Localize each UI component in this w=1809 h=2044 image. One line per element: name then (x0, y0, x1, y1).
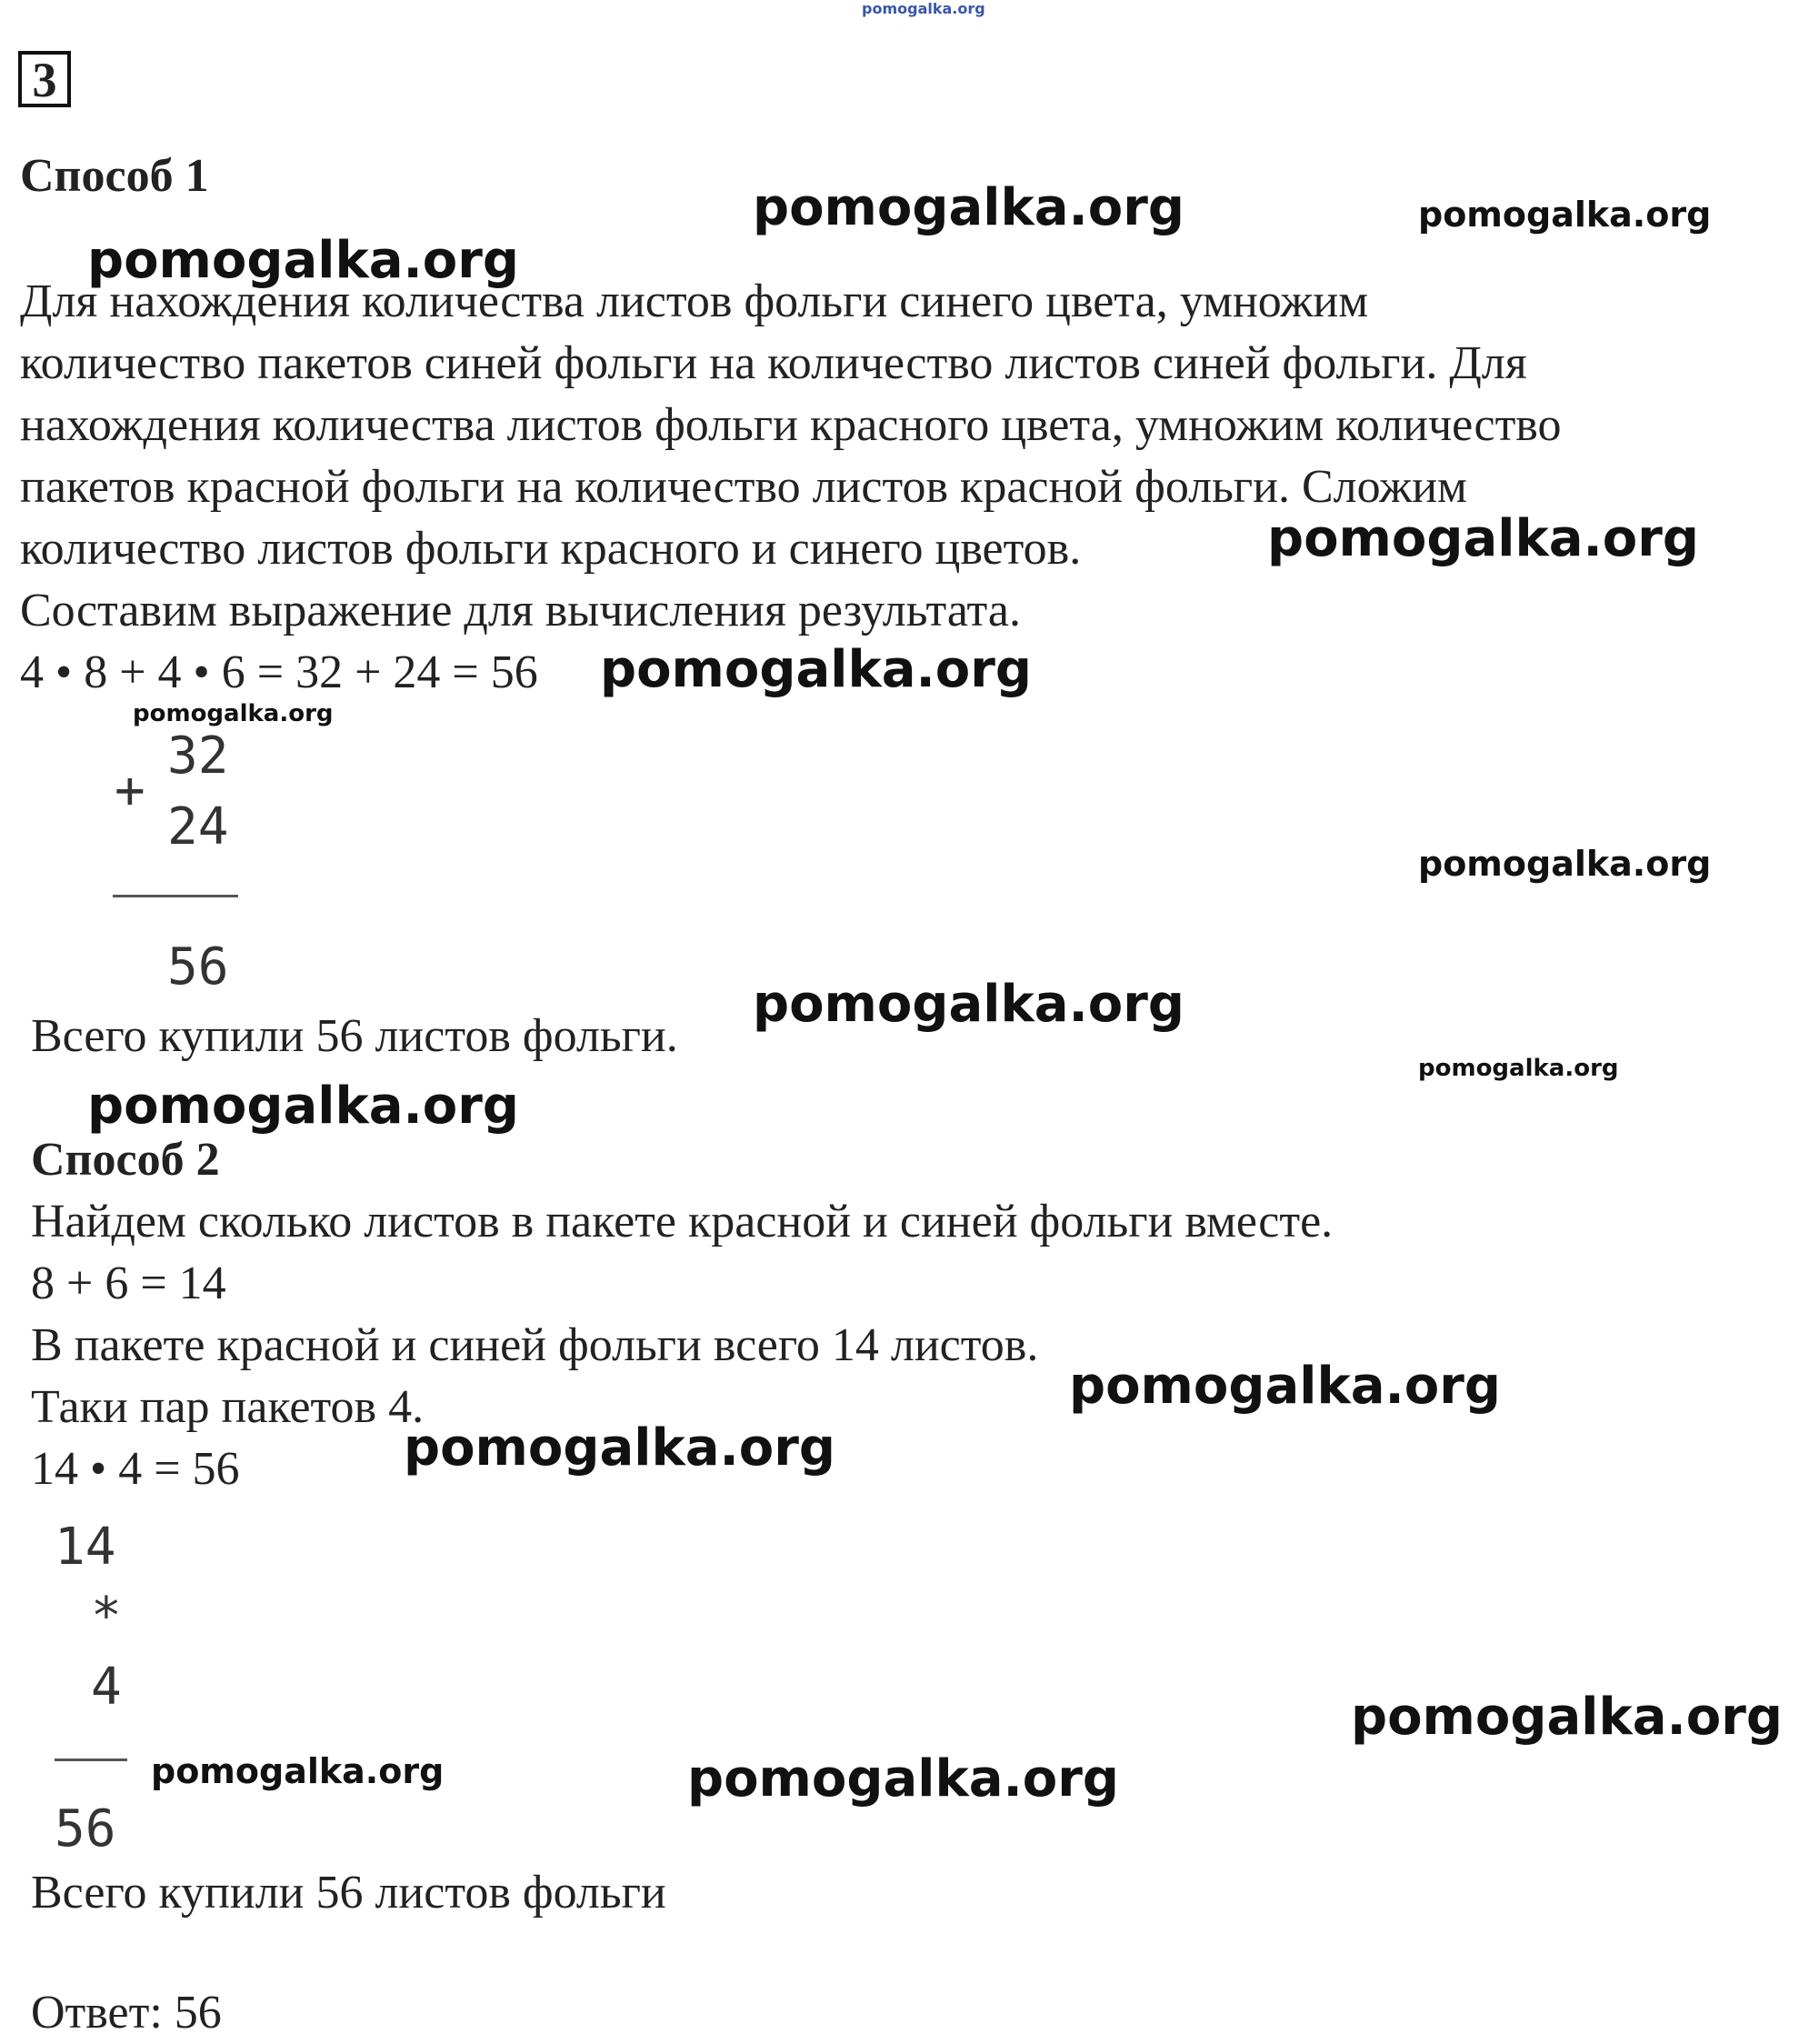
method2-expression: 14 • 4 = 56 (31, 1443, 240, 1495)
method2-line-2: 8 + 6 = 14 (31, 1257, 226, 1309)
watermark: pomogalka.org (1351, 1688, 1783, 1747)
method1-title: Способ 1 (20, 150, 209, 202)
watermark: pomogalka.org (1069, 1357, 1501, 1416)
method1-column-result: 56 (167, 937, 229, 997)
method2-column-operator: * (91, 1587, 122, 1646)
watermark: pomogalka.org (87, 231, 519, 290)
watermark: pomogalka.org (151, 1751, 445, 1791)
method1-line-1: Для нахождения количества листов фольги синего цвета, умножим (20, 276, 1369, 327)
method1-column-top: 32 (167, 726, 229, 786)
method1-column-bottom: 24 (167, 797, 229, 857)
method2-line-4: Таки пар пакетов 4. (31, 1381, 425, 1433)
method2-column-result: 56 (55, 1799, 116, 1859)
watermark: pomogalka.org (600, 640, 1032, 699)
watermark: pomogalka.org (1418, 844, 1712, 884)
method2-line-1: Найдем сколько листов в пакете красной и синей фольги вместе. (31, 1196, 1334, 1247)
watermark: pomogalka.org (1418, 1055, 1619, 1082)
method1-conclusion: Всего купили 56 листов фольги. (31, 1010, 678, 1062)
watermark: pomogalka.org (753, 178, 1184, 237)
method2-conclusion: Всего купили 56 листов фольги (31, 1867, 666, 1919)
watermark: pomogalka.org (1267, 509, 1699, 568)
watermark: pomogalka.org (753, 975, 1184, 1034)
watermark: pomogalka.org (133, 700, 334, 727)
method1-expression: 4 • 8 + 4 • 6 = 32 + 24 = 56 (20, 646, 538, 698)
method2-title: Способ 2 (31, 1134, 220, 1186)
method2-line-3: В пакете красной и синей фольги всего 14 листов. (31, 1319, 1039, 1371)
method1-line-4: пакетов красной фольги на количество листов красной фольги. Сложим (20, 461, 1467, 513)
task-number: 3 (18, 51, 71, 107)
method1-line-6: Составим выражение для вычисления результата. (20, 585, 1021, 636)
method1-column-operator: + (115, 761, 145, 820)
method1-line-2: количество пакетов синей фольги на количество листов синей фольги. Для (20, 337, 1527, 389)
watermark-top: pomogalka.org (862, 0, 985, 17)
watermark: pomogalka.org (687, 1749, 1119, 1809)
method2-column-bottom: 4 (91, 1658, 122, 1717)
watermark: pomogalka.org (87, 1077, 519, 1136)
method2-column-top: 14 (55, 1518, 116, 1577)
method1-line-3: нахождения количества листов фольги красного цвета, умножим количество (20, 399, 1562, 451)
method2-column-rule (55, 1758, 127, 1761)
answer: Ответ: 56 (31, 1987, 222, 2039)
method1-line-5: количество листов фольги красного и синего цветов. (20, 523, 1082, 575)
watermark: pomogalka.org (1418, 195, 1712, 235)
method1-column-rule (113, 895, 238, 897)
watermark: pomogalka.org (404, 1418, 835, 1478)
